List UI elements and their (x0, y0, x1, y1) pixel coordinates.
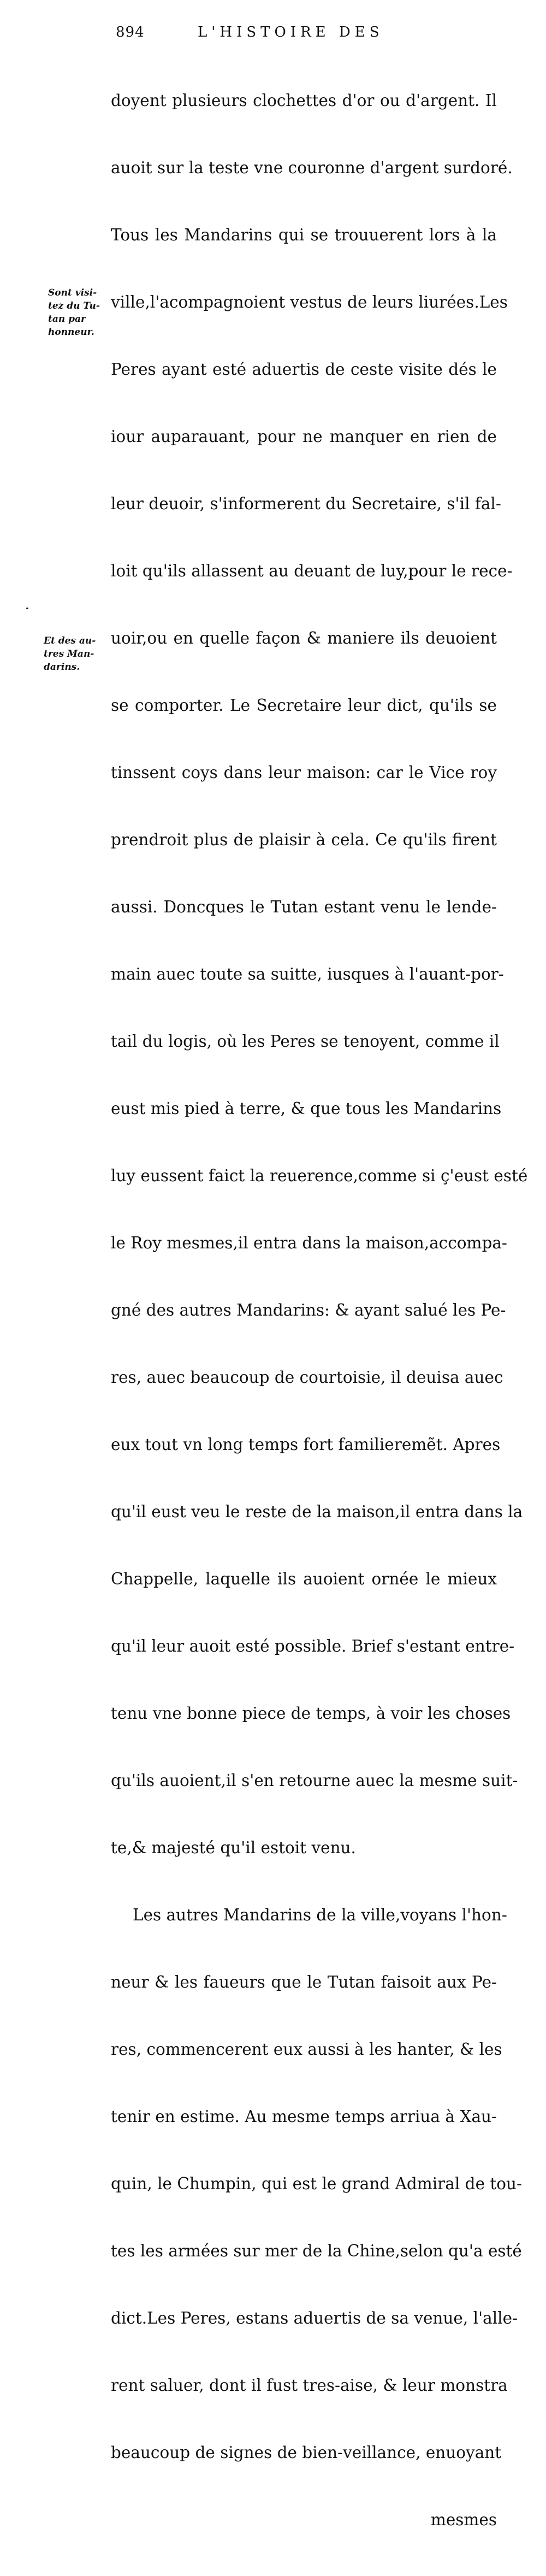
text-line: gné des autres Mandarins: & ayant salué les Pe- (111, 1301, 506, 1319)
text-line: quin, le Chumpin, qui est le grand Admiral de tou- (111, 2174, 522, 2193)
text-line: eust mis pied à terre, & que tous les Mandarins (111, 1099, 502, 1118)
text-line: aussi. Doncques le Tutan estant venu le lende- (111, 898, 497, 916)
running-title: L'HISTOIRE DES (198, 24, 384, 40)
text-line: main auec toute sa suitte, iusques à l'auant-por- (111, 965, 504, 983)
text-line: tail du logis, où les Peres se tenoyent, comme il (111, 1032, 500, 1051)
text-line: tes les armées sur mer de la Chine,selon qu'a esté (111, 2242, 522, 2260)
text-line: Les autres Mandarins de la ville,voyans l'hon- (133, 1906, 507, 1924)
text-line: se comporter. Le Secretaire leur dict, qu'ils se (111, 696, 497, 715)
text-line: ville,l'acompagnoient vestus de leurs liurées.Les (111, 293, 508, 311)
text-line: res, auec beaucoup de courtoisie, il deuisa auec (111, 1368, 503, 1387)
text-line: qu'il eust veu le reste de la maison,il entra dans la (111, 1502, 523, 1521)
text-line: rent saluer, dont il fust tres-aise, & leur monstra (111, 2376, 508, 2395)
text-line: prendroit plus de plaisir à cela. Ce qu'ils firent (111, 830, 497, 849)
text-line: Tous les Mandarins qui se trouuerent lors à la (111, 226, 497, 244)
text-line: luy eussent faict la reuerence,comme si ç'eust esté (111, 1166, 528, 1185)
text-line: uoir,ou en quelle façon & maniere ils deuoient (111, 629, 497, 647)
text-line: neur & les faueurs que le Tutan faisoit aux Pe- (111, 1973, 497, 1991)
text-line: res, commencerent eux aussi à les hanter, & les (111, 2040, 502, 2059)
text-line: doyent plusieurs clochettes d'or ou d'argent. Il (111, 91, 497, 110)
text-line: auoit sur la teste vne couronne d'argent surdoré. (111, 158, 513, 177)
text-line: tenir en estime. Au mesme temps arriua à Xau- (111, 2107, 497, 2126)
margin-note-visit: Sont visi- tez du Tu- tan par honneur. (48, 287, 100, 338)
page-number: 894 (116, 24, 145, 40)
text-line: tinssent coys dans leur maison: car le Vice roy (111, 763, 497, 782)
margin-note-mandarins: Et des au- tres Man- darins. (44, 635, 96, 673)
text-line: qu'ils auoient,il s'en retourne auec la mesme suit- (111, 1771, 518, 1790)
text-line: qu'il leur auoit esté possible. Brief s'estant entre- (111, 1637, 515, 1655)
text-line: te,& majesté qu'il estoit venu. (111, 1838, 356, 1857)
text-line: loit qu'ils allassent au deuant de luy,pour le rece- (111, 562, 513, 580)
text-line: iour auparauant, pour ne manquer en rien de (111, 427, 497, 446)
text-line: le Roy mesmes,il entra dans la maison,accompa- (111, 1234, 507, 1252)
ink-speck (26, 608, 28, 609)
text-line: Chappelle, laquelle ils auoient ornée le mieux (111, 1570, 497, 1588)
text-line: Peres ayant esté aduertis de ceste visite dés le (111, 360, 497, 379)
main-text-block (111, 45, 528, 2576)
text-line: tenu vne bonne piece de temps, à voir les choses (111, 1704, 511, 1723)
text-line: dict.Les Peres, estans aduertis de sa venue, l'alle- (111, 2309, 518, 2327)
text-line: eux tout vn long temps fort familieremẽt. Apres (111, 1435, 501, 1454)
catchword: mesmes (430, 2510, 497, 2529)
text-line: beaucoup de signes de bien-veillance, enuoyant (111, 2443, 502, 2462)
page-header (116, 24, 454, 46)
text-line: leur deuoir, s'informerent du Secretaire, s'il fal- (111, 494, 501, 513)
